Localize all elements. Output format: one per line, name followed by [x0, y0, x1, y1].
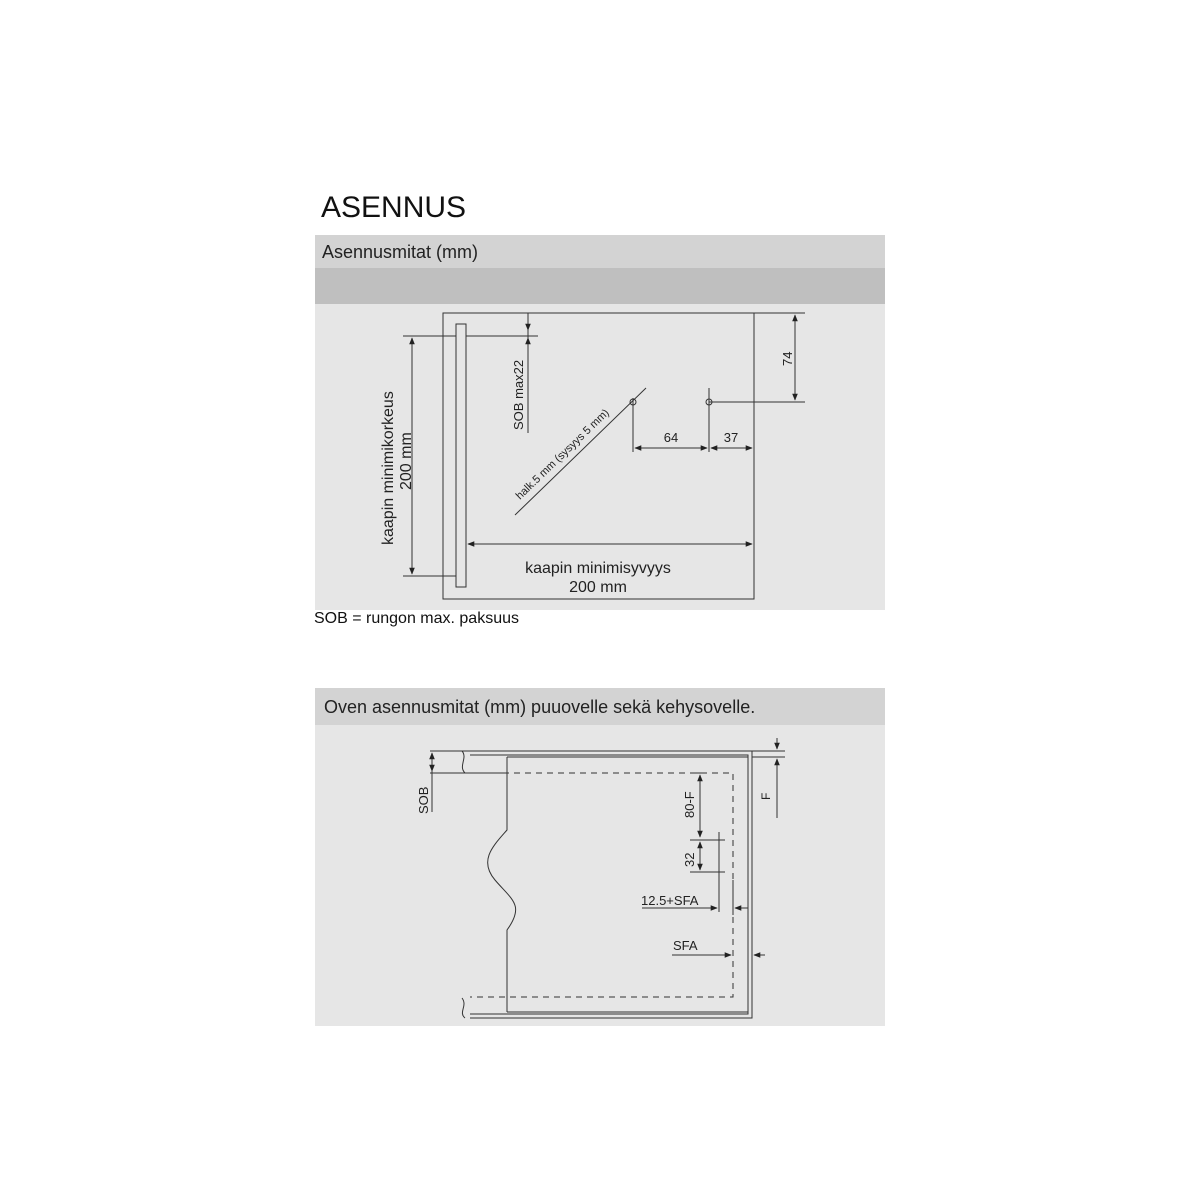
sob-max-label: SOB max22 — [511, 359, 526, 430]
dim-64-label: 64 — [663, 430, 679, 445]
dim-74-label: 74 — [780, 351, 795, 366]
depth-label: kaapin minimisyvyys — [525, 560, 671, 577]
depth-value: 200 mm — [569, 579, 627, 596]
dim-32-label: 32 — [682, 852, 697, 867]
hole-diameter-label: halk.5 mm (sysyys 5 mm) — [513, 406, 612, 503]
dim-80f-label: 80-F — [682, 791, 697, 818]
door-frame-outer — [470, 751, 752, 1018]
f-label: F — [759, 792, 773, 800]
door-frame-inner — [470, 755, 748, 1014]
section2-header: Oven asennusmitat (mm) puuovelle sekä kehysovelle. — [324, 697, 756, 717]
wave-top — [462, 751, 465, 773]
sfa-label: SFA — [673, 938, 698, 953]
dim-37-label: 37 — [723, 430, 739, 445]
sob-label: SOB — [416, 786, 431, 814]
cabinet-side-profile — [488, 757, 516, 1012]
page-title: ASENNUS — [321, 191, 467, 224]
sob-note: SOB = rungon max. paksuus — [314, 610, 519, 627]
wave-bottom — [462, 998, 465, 1018]
height-value: 200 mm — [398, 432, 415, 490]
section1-header: Asennusmitat (mm) — [322, 242, 479, 262]
height-label: kaapin minimikorkeus — [380, 391, 397, 545]
dim-125sfa-label: 12.5+SFA — [641, 893, 699, 908]
